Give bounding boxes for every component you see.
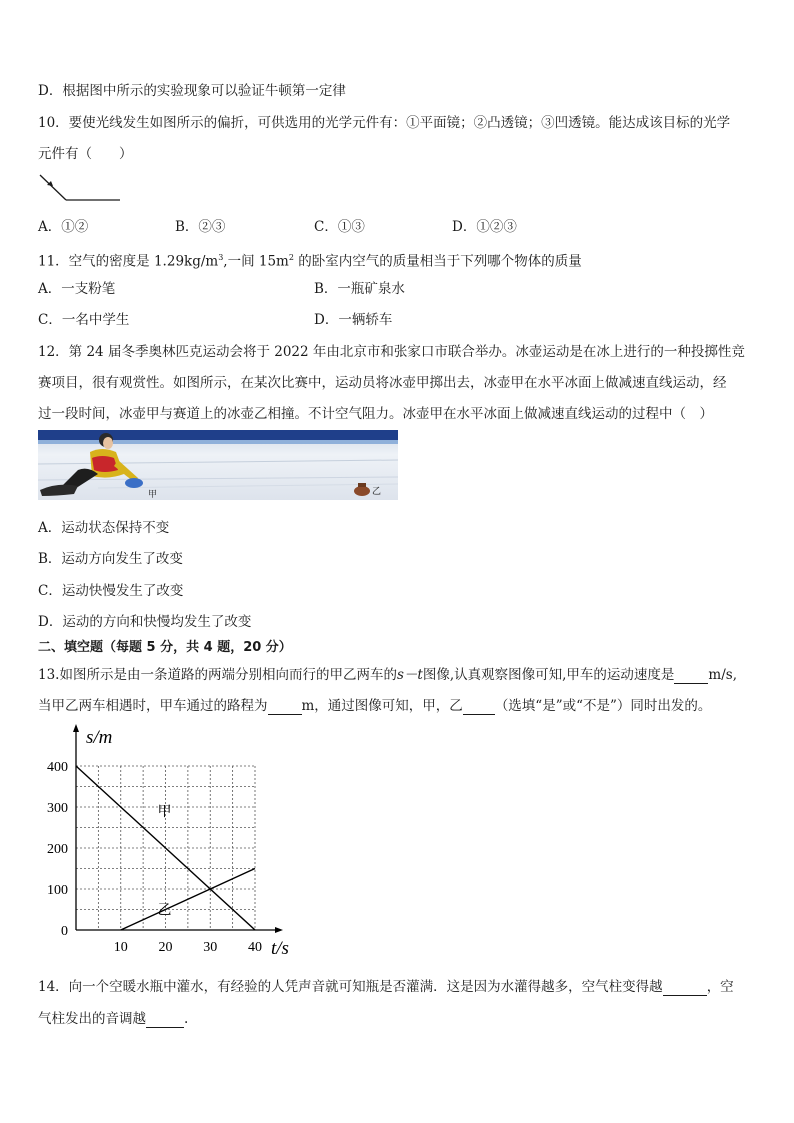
q11-option-b[interactable]: B．一瓶矿泉水 xyxy=(314,281,405,297)
q13-line1-a: 13.如图所示是由一条道路的两端分别相向而行的甲乙两车的 xyxy=(38,667,397,683)
q14-line1-a: 14．向一个空暖水瓶中灌水，有经验的人凭声音就可知瓶是否灌满．这是因为水灌得越多，空气柱变得越 xyxy=(38,979,663,995)
q11-stem-pre: 11．空气的密度是 1.29kg/m xyxy=(38,253,219,270)
q13-blank-speed[interactable] xyxy=(674,669,708,684)
q13-line2-a: 当甲乙两车相遇时，甲车通过的路程为 xyxy=(38,698,268,714)
q12-option-c[interactable]: C．运动快慢发生了改变 xyxy=(38,583,184,599)
q12-stem-line3: 过一段时间，冰壶甲与赛道上的冰壶乙相撞。不计空气阻力。冰壶甲在水平冰面上做减速直线运动的过程中（ ） xyxy=(38,406,713,422)
q11-option-c[interactable]: C．一名中学生 xyxy=(38,312,130,328)
q10-stem-line1: 10．要使光线发生如图所示的偏折，可供选用的光学元件有：①平面镜；②凸透镜；③凹透镜。能达成该目标的光学 xyxy=(38,115,731,131)
y-tick-label: 300 xyxy=(47,801,68,816)
light-deflection-figure xyxy=(38,172,124,206)
q11-sup-3: 3 xyxy=(218,253,224,262)
arena-wall-stripe xyxy=(38,440,398,444)
y-tick-label: 200 xyxy=(47,842,68,857)
q12-option-d[interactable]: D．运动的方向和快慢均发生了改变 xyxy=(38,614,252,630)
curling-stone-jia xyxy=(125,478,143,488)
label-jia: 甲 xyxy=(148,489,158,499)
q12-option-a[interactable]: A．运动状态保持不变 xyxy=(38,520,170,536)
x-axis-label: t/s xyxy=(271,938,289,959)
q10-option-d[interactable]: D．①②③ xyxy=(452,219,517,235)
curling-stone-yi xyxy=(354,486,370,496)
q10-stem-line2: 元件有（ ） xyxy=(38,146,133,162)
curling-photo xyxy=(38,430,398,500)
arena-wall xyxy=(38,430,398,440)
y-axis-label: s/m xyxy=(86,727,113,748)
q12-option-b[interactable]: B．运动方向发生了改变 xyxy=(38,551,183,567)
x-tick-label: 30 xyxy=(203,940,218,955)
q12-stem-line1: 12．第 24 届冬季奥林匹克运动会将于 2022 年由北京市和张家口市联合举办。冰壶运动是在冰上进行的一种投掷性竞 xyxy=(38,344,745,360)
section-heading-fill-in: 二、填空题（每题 5 分，共 4 题，20 分） xyxy=(38,640,292,655)
x-tick-label: 20 xyxy=(158,940,173,955)
series-line-yi xyxy=(121,869,255,931)
y-tick-label: 0 xyxy=(61,924,68,939)
q12-stem-line2: 赛项目，很有观赏性。如图所示，在某次比赛中，运动员将冰壶甲掷出去，冰壶甲在水平冰面上做减速直线运动，经 xyxy=(38,375,727,391)
q14-line1 xyxy=(38,978,734,996)
q10-option-a[interactable]: A．①② xyxy=(38,219,89,235)
q14-line1-b: ，空 xyxy=(706,979,734,995)
y-tick-label: 400 xyxy=(47,760,68,775)
q11-sup-2: 2 xyxy=(288,253,294,262)
q13-blank-distance[interactable] xyxy=(268,700,302,715)
q11-option-a[interactable]: A．一支粉笔 xyxy=(38,281,116,297)
q13-line2-b: m，通过图像可知，甲，乙 xyxy=(301,698,463,714)
q10-option-c[interactable]: C．①③ xyxy=(314,219,365,235)
x-tick-label: 40 xyxy=(248,940,262,955)
y-tick-label: 100 xyxy=(47,883,68,898)
q14-blank-2[interactable] xyxy=(146,1013,184,1028)
q11-stem xyxy=(38,249,582,271)
x-axis-arrow-icon xyxy=(275,927,283,933)
st-graph xyxy=(30,722,310,962)
q14-blank-1[interactable] xyxy=(663,981,707,996)
label-yi: 乙 xyxy=(372,486,382,496)
q11-option-d[interactable]: D．一辆轿车 xyxy=(314,312,393,328)
series-label-jia: 甲 xyxy=(157,805,172,821)
q13-blank-same-time[interactable] xyxy=(463,700,495,715)
q14-line2 xyxy=(38,1010,188,1028)
series-label-yi: 乙 xyxy=(157,903,172,919)
q11-stem-mid: ,一间 15m xyxy=(223,253,289,270)
q14-line2-a: 气柱发出的音调越 xyxy=(38,1011,146,1027)
q13-line1 xyxy=(38,666,737,684)
curling-stone-yi-handle xyxy=(358,483,366,487)
incident-ray xyxy=(40,175,66,200)
q14-line2-b: . xyxy=(184,1011,189,1027)
q13-line1-unit: m/s, xyxy=(708,667,737,683)
q13-line2 xyxy=(38,697,711,715)
q13-st-symbol: s－t xyxy=(396,667,423,683)
q13-line1-b: 图像,认真观察图像可知,甲车的运动速度是 xyxy=(422,667,675,683)
x-tick-label: 10 xyxy=(113,940,128,955)
q13-line2-c: （选填“是”或“不是”）同时出发的。 xyxy=(494,698,712,714)
q11-stem-post: 的卧室内空气的质量相当于下列哪个物体的质量 xyxy=(293,253,582,270)
q10-option-b[interactable]: B．②③ xyxy=(175,219,226,235)
y-axis-arrow-icon xyxy=(73,724,79,732)
q9-option-d: D．根据图中所示的实验现象可以验证牛顿第一定律 xyxy=(38,83,346,99)
